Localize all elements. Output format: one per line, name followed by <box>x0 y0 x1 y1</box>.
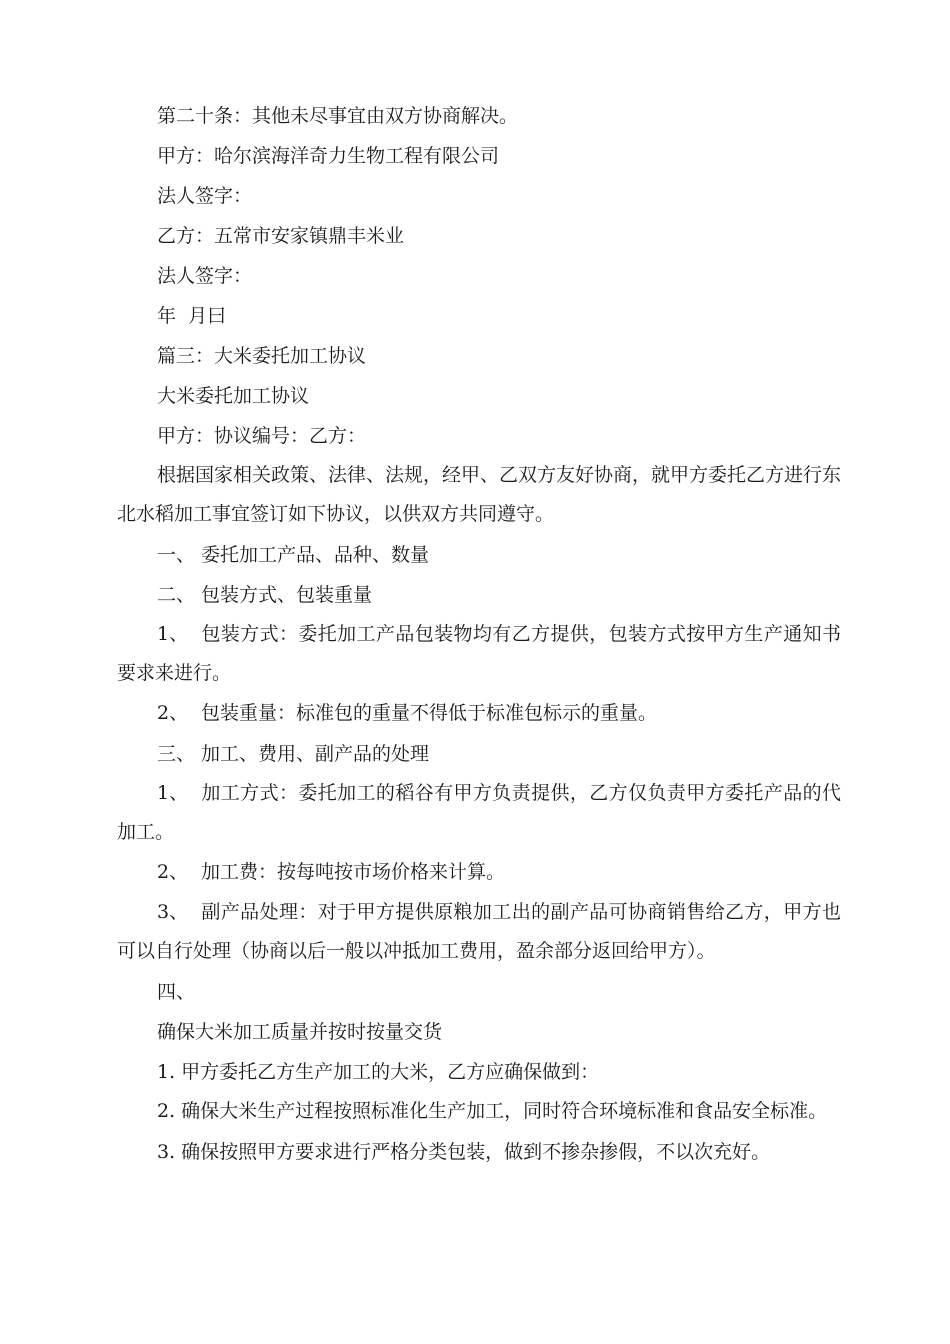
parties-header: 甲方：协议编号：乙方： <box>157 425 367 447</box>
section-3-item-3 <box>117 893 841 971</box>
section-4-item-1: 1. 甲方委托乙方生产加工的大米，乙方应确保做到： <box>157 1061 600 1083</box>
party-a: 甲方：哈尔滨海洋奇力生物工程有限公司 <box>157 145 500 167</box>
document-body <box>117 96 841 1172</box>
section-3-item-2 <box>117 853 841 892</box>
item-text: 包装重量：标准包的重量不得低于标准包标示的重量。 <box>201 702 658 724</box>
item-number: 1、 <box>157 782 189 804</box>
date-line: 年 月曰 <box>157 305 227 327</box>
party-a-signature: 法人签字： <box>157 185 253 207</box>
item-number: 3、 <box>157 901 189 923</box>
section-2-item-2 <box>117 694 841 733</box>
item-text: 副产品处理：对于甲方提供原粮加工出的副产品可协商销售给乙方，甲方也可以自行处理（协商以后一般以冲抵加工费用，盈余部分返回给甲方）。 <box>117 901 841 962</box>
agreement-title: 大米委托加工协议 <box>157 385 310 407</box>
section-1-heading: 一、 委托加工产品、品种、数量 <box>157 544 430 566</box>
item-number: 2、 <box>157 702 189 724</box>
section-4-heading: 四、 <box>157 981 196 1003</box>
item-number: 2、 <box>157 861 189 883</box>
article-20: 第二十条：其他未尽事宜由双方协商解决。 <box>157 105 519 127</box>
section-3-item-1 <box>117 774 841 852</box>
chapter-heading: 篇三：大米委托加工协议 <box>157 345 367 367</box>
item-number: 1、 <box>157 623 189 645</box>
party-b: 乙方：五常市安家镇鼎丰米业 <box>157 225 405 247</box>
item-text: 加工费：按每吨按市场价格来计算。 <box>201 861 506 883</box>
section-4-item-3: 3. 确保按照甲方要求进行严格分类包装，做到不掺杂掺假，不以次充好。 <box>157 1141 771 1163</box>
intro-paragraph: 根据国家相关政策、法律、法规，经甲、乙双方友好协商，就甲方委托乙方进行东北水稻加工事宜签订如下协议，以供双方共同遵守。 <box>117 464 842 525</box>
section-4-title: 确保大米加工质量并按时按量交货 <box>157 1021 443 1043</box>
section-4-item-2: 2. 确保大米生产过程按照标准化生产加工，同时符合环境标准和食品安全标准。 <box>157 1100 828 1122</box>
section-2-heading: 二、 包装方式、包装重量 <box>157 584 373 606</box>
party-b-signature: 法人签字： <box>157 265 253 287</box>
section-2-item-1 <box>117 615 841 693</box>
item-text: 包装方式：委托加工产品包装物均有乙方提供，包装方式按甲方生产通知书要求来进行。 <box>117 623 841 684</box>
item-text: 加工方式：委托加工的稻谷有甲方负责提供，乙方仅负责甲方委托产品的代加工。 <box>117 782 841 843</box>
section-3-heading: 三、 加工、费用、副产品的处理 <box>157 743 430 765</box>
